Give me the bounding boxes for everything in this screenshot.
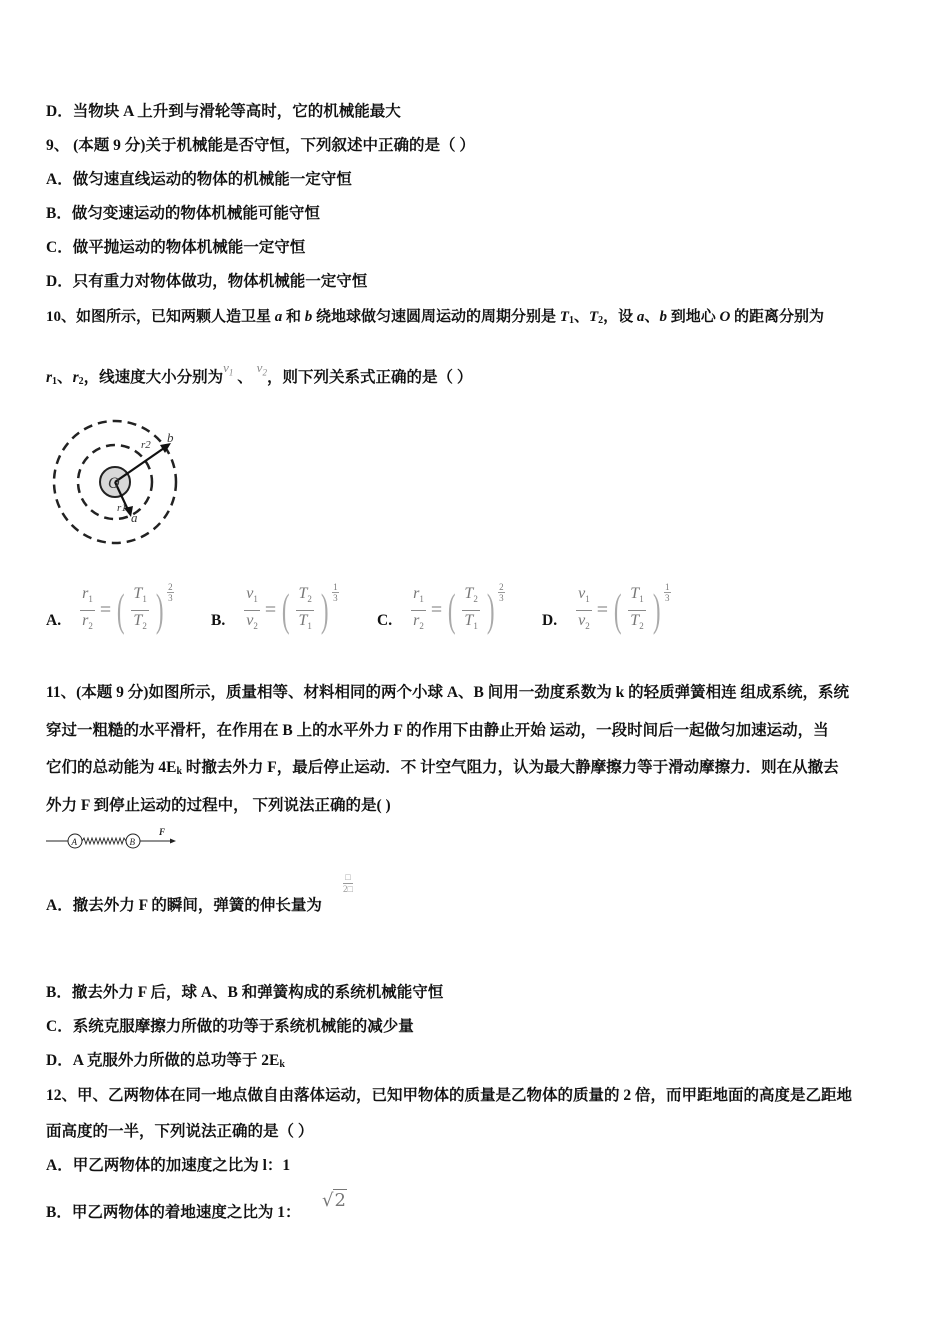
formula — [77, 584, 174, 635]
q8-option-d — [46, 102, 401, 122]
q9-option-a — [46, 170, 352, 190]
option-label: D． — [46, 1052, 73, 1069]
sub: 2 — [262, 367, 267, 378]
right-paren: ) — [320, 584, 329, 635]
option-label: B． — [46, 1204, 72, 1221]
sym: v — [578, 585, 586, 603]
sub: 2 — [473, 594, 478, 605]
text: 绕地球做匀速圆周运动的周期分别是 — [312, 309, 560, 325]
sub: k — [176, 766, 183, 777]
r2-label: r2 — [141, 439, 151, 451]
var-b: b — [659, 309, 667, 325]
right-paren: ) — [155, 584, 164, 635]
sub: 1 — [419, 594, 424, 605]
frac-num: □ — [345, 872, 351, 882]
q11-stem-line2: 穿过一粗糙的水平滑杆，在作用在 B 上的水平外力 F 的作用下由静止开始 运动，一段时间后一起做匀加速运动，当 — [46, 722, 829, 739]
sub: 2 — [585, 620, 590, 631]
ball-a-label: A — [71, 837, 77, 847]
option-text: 甲乙两物体的加速度之比为 l：1 — [72, 1157, 291, 1174]
sub: 1 — [88, 594, 93, 605]
var-b: b — [304, 309, 313, 325]
sub: 1 — [307, 620, 312, 631]
sub: 2 — [78, 376, 84, 387]
q10-option-d — [542, 578, 671, 642]
sat-b-label: b — [167, 430, 174, 445]
q9-option-d — [46, 272, 367, 292]
option-label: B． — [46, 205, 72, 222]
sub: 2 — [253, 620, 258, 631]
sep: 、 — [233, 369, 257, 386]
sub: 1 — [52, 376, 58, 387]
text: ，线速度大小分别为 — [83, 369, 224, 386]
sub: 1 — [639, 594, 644, 605]
q12-stem-line1: 12、甲、乙两物体在同一地点做自由落体运动，已知甲物体的质量是乙物体的质量的 2 倍，而甲距地面的高度是乙距地 — [46, 1087, 853, 1104]
q11-stem-line1: 11、(本题 9 分)如图所示，质量相等、材料相同的两个小球 A、B 间用一劲度系数为 k 的轻质弹簧相连 组成系统，系统 — [46, 684, 849, 701]
spring-extension-fraction — [343, 872, 353, 895]
sat-a-label: a — [131, 510, 138, 525]
var-T1: T — [559, 309, 569, 325]
equals: = — [596, 598, 608, 621]
exponent — [167, 582, 174, 603]
option-label: A． — [46, 1157, 73, 1174]
option-label: D. — [542, 612, 558, 629]
option-text: 做匀变速运动的物体机械能可能守恒 — [71, 205, 320, 222]
exponent — [664, 582, 671, 603]
q10-option-a — [46, 578, 174, 642]
exp-num: 2 — [499, 582, 504, 593]
formula — [241, 584, 338, 635]
sub: 1 — [142, 594, 147, 605]
center-label: O — [108, 475, 120, 492]
var-v2 — [256, 360, 267, 378]
q11-option-d — [46, 1051, 285, 1075]
option-label: D． — [46, 103, 73, 120]
sym: T — [133, 611, 143, 629]
q11-stem-line4: 外力 F 到停止运动的过程中， 下列说法正确的是( ) — [46, 797, 391, 814]
exp-den: 3 — [168, 593, 173, 604]
v: v — [223, 360, 229, 375]
left-paren: ( — [116, 584, 125, 635]
equals: = — [264, 598, 277, 621]
sub: 1 — [473, 620, 478, 631]
equals: = — [430, 598, 443, 621]
exp-den: 3 — [665, 593, 670, 604]
force-label: F — [159, 827, 166, 837]
text: 到地心 — [666, 309, 720, 325]
exp-den: 3 — [499, 593, 504, 604]
option-label: D． — [46, 273, 73, 290]
exp-num: 1 — [665, 582, 670, 593]
rhs-fraction — [296, 584, 313, 635]
q10-stem-line1 — [46, 307, 824, 331]
sym: T — [630, 585, 640, 603]
rhs-fraction — [462, 584, 479, 635]
sub: 2 — [88, 620, 93, 631]
sub: 1 — [253, 594, 258, 605]
q11-option-c — [46, 1017, 414, 1037]
option-text: 做匀速直线运动的物体的机械能一定守恒 — [72, 171, 352, 188]
r1-label: r1 — [117, 502, 127, 514]
option-label: B． — [46, 984, 72, 1001]
option-label: A． — [46, 897, 73, 914]
text: ，则下列关系式正确的是（ ） — [266, 369, 473, 386]
text: 它们的总动能为 4E — [46, 759, 177, 776]
var-v1 — [223, 360, 234, 378]
q10-option-c — [377, 578, 505, 642]
equals: = — [99, 598, 112, 621]
q11-option-a — [46, 896, 322, 916]
q11-stem-line3 — [46, 758, 839, 782]
sub: 1 — [585, 594, 590, 605]
formula — [408, 584, 505, 635]
exp-num: 1 — [333, 582, 338, 593]
sep: 、 — [573, 309, 589, 325]
sym: T — [298, 611, 308, 629]
q12-option-b — [46, 1203, 300, 1223]
exp-num: 2 — [168, 582, 173, 593]
sqrt-expression: √2 — [322, 1190, 346, 1211]
formula — [573, 584, 670, 635]
orbit-diagram — [44, 410, 194, 555]
sub: 1 — [228, 367, 234, 378]
left-paren: ( — [281, 584, 290, 635]
sep: 、 — [57, 369, 73, 386]
q12-option-a — [46, 1156, 290, 1176]
option-label: A． — [46, 171, 73, 188]
left-paren: ( — [613, 584, 622, 635]
sym: T — [464, 585, 474, 603]
lhs-fraction — [244, 584, 260, 635]
right-paren: ) — [652, 584, 661, 635]
sym: T — [630, 611, 640, 629]
spring-diagram — [46, 826, 178, 852]
option-label: C． — [46, 1018, 73, 1035]
option-text: 撤去外力 F 后，球 A、B 和弹簧构成的系统机械能守恒 — [71, 984, 444, 1001]
text: 时撤去外力 F，最后停止运动．不 计空气阻力，认为最大静摩擦力等于滑动摩擦力．则在从撤去 — [182, 759, 839, 776]
sub: 2 — [419, 620, 424, 631]
text: 10、如图所示，已知两颗人造卫星 — [46, 309, 275, 325]
option-text: 系统克服摩擦力所做的功等于系统机械能的减少量 — [72, 1018, 414, 1035]
q10-stem-line2 — [46, 360, 473, 393]
frac-den: 2□ — [343, 884, 353, 894]
sub: 1 — [568, 315, 574, 326]
exponent — [332, 582, 339, 603]
sep: 、 — [644, 309, 660, 325]
ball-b-label: B — [129, 837, 135, 847]
sym: T — [133, 585, 143, 603]
rhs-fraction — [131, 584, 148, 635]
text: 的距离分别为 — [730, 309, 825, 325]
option-label: C． — [46, 239, 73, 256]
sym: v — [578, 611, 586, 629]
option-text: 做平抛运动的物体机械能一定守恒 — [72, 239, 306, 256]
var-r1: r — [46, 369, 53, 386]
text: 和 — [282, 309, 305, 325]
left-paren: ( — [447, 584, 456, 635]
lhs-fraction — [80, 584, 95, 635]
q9-option-b — [46, 204, 320, 224]
q12-stem-line2: 面高度的一半，下列说法正确的是（ ） — [46, 1123, 314, 1140]
sub: 2 — [598, 315, 604, 326]
exp-den: 3 — [333, 593, 338, 604]
sub: 2 — [307, 594, 312, 605]
rhs-fraction — [628, 584, 645, 635]
var-a: a — [274, 309, 283, 325]
var-r2: r — [72, 369, 79, 386]
sub: 2 — [142, 620, 147, 631]
sub: 2 — [639, 620, 644, 631]
lhs-fraction — [411, 584, 426, 635]
v: v — [256, 360, 263, 375]
sym: r — [82, 611, 89, 629]
option-label: C. — [377, 612, 393, 629]
sym: r — [82, 585, 89, 603]
radicand: 2 — [334, 1190, 346, 1211]
lhs-fraction — [576, 584, 592, 635]
option-text: 撤去外力 F 的瞬间，弹簧的伸长量为 — [72, 897, 322, 914]
sym: T — [298, 585, 308, 603]
exponent — [498, 582, 505, 603]
sub: k — [279, 1059, 285, 1070]
sym: v — [246, 611, 254, 629]
q9-option-c — [46, 238, 305, 258]
sym: v — [246, 585, 254, 603]
option-text: 只有重力对物体做功，物体机械能一定守恒 — [72, 273, 368, 290]
q9-stem: 9、 (本题 9 分)关于机械能是否守恒，下列叙述中正确的是（ ） — [46, 137, 475, 154]
sym: r — [413, 611, 420, 629]
option-text: 甲乙两物体的着地速度之比为 1： — [71, 1204, 301, 1221]
option-text: 当物块 A 上升到与滑轮等高时，它的机械能最大 — [72, 103, 401, 120]
option-text: A 克服外力所做的总功等于 2E — [72, 1052, 280, 1069]
q11-option-b — [46, 983, 443, 1003]
sym: r — [413, 585, 420, 603]
sym: T — [464, 611, 474, 629]
var-a: a — [636, 309, 645, 325]
q10-option-b — [211, 578, 339, 642]
var-O: O — [719, 309, 731, 325]
right-paren: ) — [486, 584, 495, 635]
var-T2: T — [588, 309, 599, 325]
option-label: B. — [211, 612, 226, 629]
text: ，设 — [603, 309, 637, 325]
option-label: A. — [46, 612, 62, 629]
